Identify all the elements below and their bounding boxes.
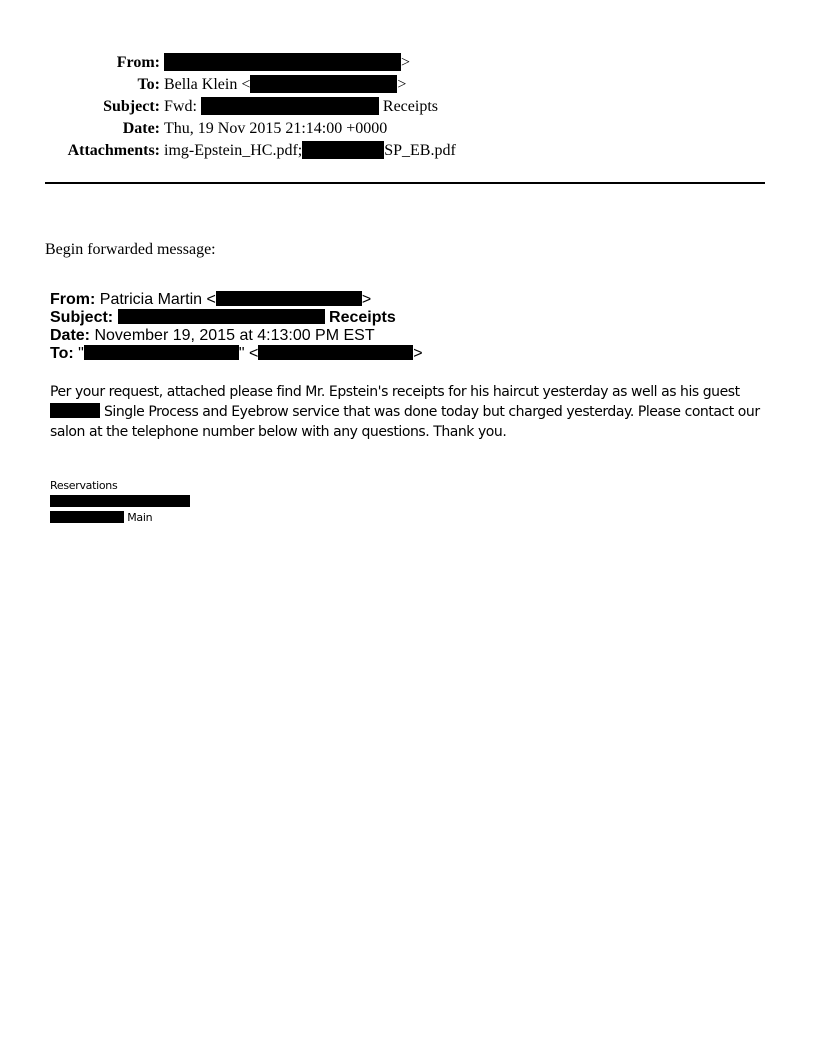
redaction-block (216, 291, 362, 306)
date-value: Thu, 19 Nov 2015 21:14:00 +0000 (164, 120, 388, 137)
signature (50, 478, 190, 526)
attachments-row (40, 140, 456, 162)
from-suffix: > (401, 54, 411, 71)
redaction-block (250, 75, 397, 93)
date-label: Date: (122, 120, 160, 137)
subject-suffix: Receipts (378, 98, 438, 115)
signature-main-label: Main (124, 511, 153, 524)
fwd-subject-label: Subject: (50, 309, 114, 326)
header-divider (45, 182, 765, 184)
attachment-link[interactable]: SP_EB.pdf (384, 142, 456, 159)
signature-phone-line (50, 510, 190, 526)
fwd-to-row (50, 345, 423, 363)
redaction-block (164, 53, 401, 71)
redaction-block (302, 141, 384, 159)
message-body (50, 382, 766, 442)
body-line: Per your request, attached please find Mr. Epstein's receipts for his haircut yesterday as well as his guest (50, 384, 740, 400)
forward-intro: Begin forwarded message: (45, 241, 216, 258)
redaction-block (84, 345, 239, 360)
redaction-block (50, 403, 100, 418)
redaction-block (50, 511, 124, 523)
fwd-date-row (50, 327, 423, 345)
fwd-subject-suffix: Receipts (324, 309, 396, 326)
from-row (40, 52, 456, 74)
fwd-from-suffix: > (361, 291, 372, 308)
fwd-from-value: Patricia Martin < (95, 291, 216, 308)
to-label: To: (137, 76, 160, 93)
from-label: From: (116, 54, 160, 71)
redaction-block (258, 345, 413, 360)
signature-line (50, 494, 190, 510)
attachments-label: Attachments: (67, 142, 160, 159)
fwd-date-label: Date: (50, 327, 91, 344)
body-line (50, 402, 766, 422)
to-row (40, 74, 456, 96)
redaction-block (50, 495, 190, 507)
forwarded-header (50, 291, 423, 363)
subject-prefix: Fwd: (164, 98, 201, 115)
fwd-from-row (50, 291, 423, 309)
body-line: salon at the telephone number below with any questions. Thank you. (50, 424, 507, 440)
fwd-subject-row (50, 309, 423, 327)
fwd-to-label: To: (50, 345, 74, 362)
subject-label: Subject: (103, 98, 160, 115)
redaction-block (201, 97, 379, 115)
fwd-to-mid: " < (238, 345, 259, 362)
date-row (40, 118, 456, 140)
to-suffix: > (397, 76, 407, 93)
attachment-link[interactable]: img-Epstein_HC.pdf; (164, 142, 303, 159)
fwd-to-suffix: > (413, 345, 423, 362)
redaction-block (118, 309, 325, 324)
fwd-to-open: " (73, 345, 84, 362)
signature-title: Reservations (50, 479, 118, 492)
email-header (40, 52, 456, 162)
body-line-text: Single Process and Eyebrow service that was done today but charged yesterday. Please contact our (100, 404, 760, 420)
to-name: Bella Klein < (164, 76, 251, 93)
fwd-from-label: From: (50, 291, 96, 308)
subject-row (40, 96, 456, 118)
fwd-date-value: November 19, 2015 at 4:13:00 PM EST (90, 327, 375, 344)
